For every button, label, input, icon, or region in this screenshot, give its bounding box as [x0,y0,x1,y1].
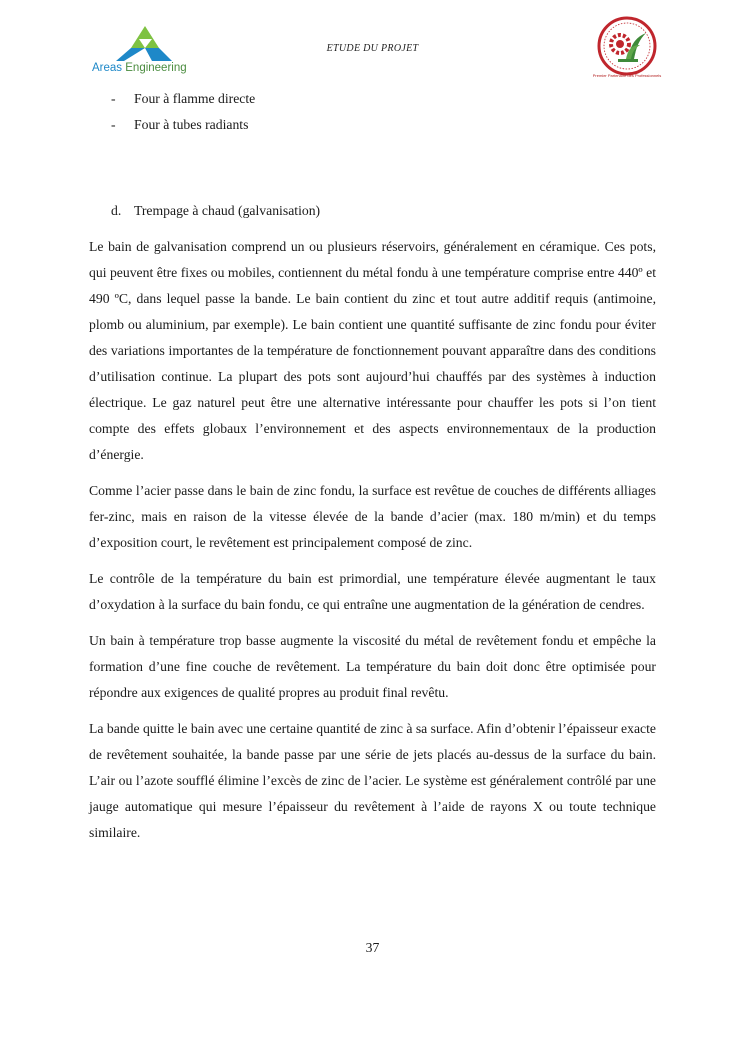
list-item [89,112,656,138]
page-number: 37 [365,940,380,955]
document-body [89,86,656,856]
paragraph-air-knife: La bande quitte le bain avec une certaine quantité de zinc à sa surface. Afin d’obtenir l’épaisseur exacte de revêtement souhaitée, la bande passe par une série de jets placés au-dessus de la surface du bain. L’air ou l’azote soufflé élimine l’excès de zinc de l’acier. Le système est généralement contrôlé par une jauge automatique qui mesure l’épaisseur du revêtement à l’aide de rayons X ou toute technique similaire. [89,721,657,840]
seal-caption: Premier Partenaire des Professionnels [592,73,662,78]
header-title: ETUDE DU PROJET [326,43,419,54]
institution-seal-icon [594,15,660,81]
subheading-letter: d. [111,203,122,218]
section-subheading [89,198,656,224]
logo-word-engineering: Engineering [125,62,187,74]
paragraph-bath: Le bain de galvanisation comprend un ou plusieurs réservoirs, généralement en céramique. Ces pots, qui peuvent être fixes ou mobiles, contiennent du métal fondu à une température comprise entre 440º et 490 ºC, dans lequel passe la bande. Le bain contient du zinc et tout autre additif requis (antimoine, plomb ou aluminium, par exemple). Le bain contient une quantité suffisante de zinc fondu pour éviter des variations importantes de la température de fonctionnement pouvant apparaître dans des conditions d’utilisation continue. La plupart des pots sont aujourd’hui chauffés par des systèmes à induction électrique. Le gaz naturel peut être une alternative intéressante pour chauffer les pots si l’on tient compte des effets globaux l’environnement et des aspects environnementaux de la production d’énergie. [89,239,656,462]
subheading-text: Trempage à chaud (galvanisation) [134,203,321,218]
logo-wordmark [92,62,187,74]
list-marker: - [111,117,116,132]
paragraph-low-temperature: Un bain à température trop basse augmente la viscosité du métal de revêtement fondu et empêche la formation d’une fine couche de revêtement. La température du bain doit donc être optimisée pour répondre aux exigences de qualité propres au produit final revêtu. [89,633,656,700]
paragraph-temperature-control: Le contrôle de la température du bain est primordial, une température élevée augmentant le taux d’oxydation à la surface du bain fondu, ce qui entraîne une augmentation de la génération de cendres. [89,571,656,612]
list-item [89,86,656,112]
list-item-text: Four à tubes radiants [134,117,249,132]
furnace-type-list [89,86,656,138]
list-item-text: Four à flamme directe [134,91,256,106]
logo-word-areas: Areas [92,62,123,74]
paragraph-coating: Comme l’acier passe dans le bain de zinc fondu, la surface est revêtue de couches de différents alliages fer-zinc, mais en raison de la vitesse élevée de la bande d’acier (max. 180 m/min) et du temps d’exposition court, le revêtement est principalement composé de zinc. [89,483,656,550]
list-marker: - [111,91,116,106]
